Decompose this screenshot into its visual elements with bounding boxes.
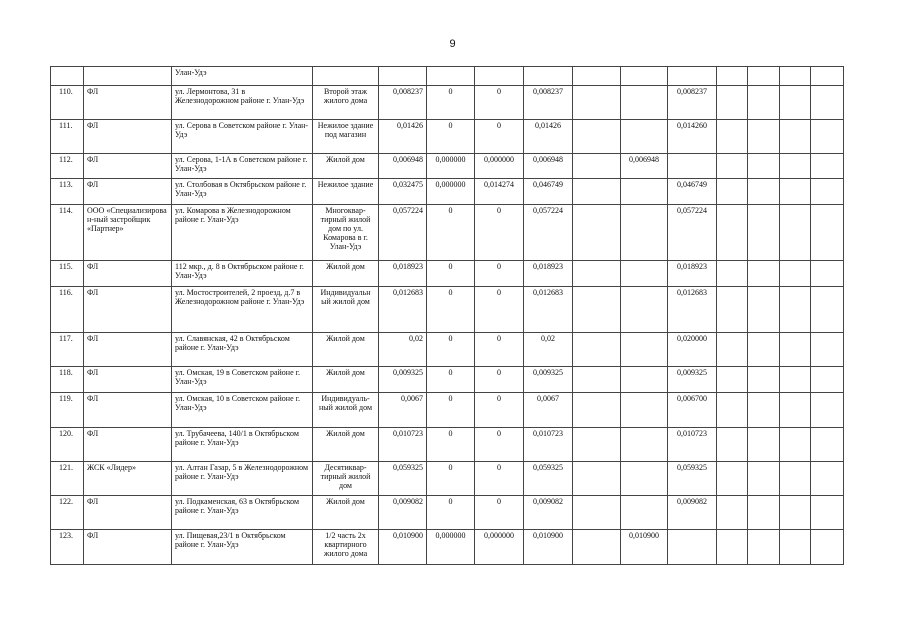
cell-empty <box>748 67 780 86</box>
cell-address: ул. Омская, 10 в Советском районе г. Улан-Удэ <box>172 393 313 428</box>
cell-empty <box>780 86 811 120</box>
cell-value-4: 0,012683 <box>524 287 573 333</box>
cell-purpose: Жилой дом <box>313 261 379 287</box>
cell-address: ул. Столбовая в Октябрьском районе г. Улан-Удэ <box>172 179 313 205</box>
cell-value-5 <box>573 496 621 530</box>
cell-value-6 <box>621 120 668 154</box>
cell-value-6 <box>621 367 668 393</box>
cell-value-1: 0,010723 <box>379 428 427 462</box>
cell-empty <box>668 67 717 86</box>
cell-empty <box>780 367 811 393</box>
cell-empty <box>748 86 780 120</box>
cell-value-7: 0,020000 <box>668 333 717 367</box>
table-row <box>51 428 844 462</box>
cell-address: ул. Комарова в Железнодорожном районе г. Улан-Удэ <box>172 205 313 261</box>
cell-value-1: 0,006948 <box>379 154 427 179</box>
cell-value-6 <box>621 205 668 261</box>
cell-value-5 <box>573 205 621 261</box>
cell-value-4: 0,018923 <box>524 261 573 287</box>
cell-value-3: 0,000000 <box>475 154 524 179</box>
cell-empty <box>780 205 811 261</box>
cell-value-6: 0,006948 <box>621 154 668 179</box>
cell-empty <box>748 367 780 393</box>
cell-value-1: 0,0067 <box>379 393 427 428</box>
cell-empty <box>748 179 780 205</box>
cell-empty <box>717 179 748 205</box>
cell-value-6: 0,010900 <box>621 530 668 565</box>
cell-value-3: 0 <box>475 428 524 462</box>
cell-value-2: 0 <box>427 120 475 154</box>
cell-no: 119. <box>51 393 84 428</box>
cell-value-6 <box>621 86 668 120</box>
cell-purpose <box>313 67 379 86</box>
cell-value-4: 0,01426 <box>524 120 573 154</box>
table-row <box>51 205 844 261</box>
cell-purpose: Десятиквар-тирный жилой дом <box>313 462 379 496</box>
cell-empty <box>780 120 811 154</box>
cell-value-7: 0,006700 <box>668 393 717 428</box>
cell-purpose: Жилой дом <box>313 428 379 462</box>
cell-empty <box>811 179 844 205</box>
cell-empty <box>811 120 844 154</box>
cell-value-2: 0 <box>427 86 475 120</box>
cell-empty <box>748 261 780 287</box>
table-row <box>51 86 844 120</box>
cell-value-1: 0,009325 <box>379 367 427 393</box>
cell-value-3: 0 <box>475 393 524 428</box>
cell-value-4: 0,008237 <box>524 86 573 120</box>
cell-empty <box>811 261 844 287</box>
cell-no: 113. <box>51 179 84 205</box>
cell-value-5 <box>573 179 621 205</box>
cell-owner: ФЛ <box>84 367 172 393</box>
cell-address: Улан-Удэ <box>172 67 313 86</box>
cell-value-3: 0 <box>475 367 524 393</box>
cell-empty <box>717 120 748 154</box>
cell-empty <box>811 496 844 530</box>
cell-empty <box>780 333 811 367</box>
cell-value-3: 0 <box>475 333 524 367</box>
cell-empty <box>811 67 844 86</box>
cell-no: 122. <box>51 496 84 530</box>
cell-no: 120. <box>51 428 84 462</box>
cell-value-6 <box>621 333 668 367</box>
cell-value-3: 0 <box>475 120 524 154</box>
cell-value-4: 0,010723 <box>524 428 573 462</box>
cell-address: ул. Лермонтова, 31 в Железнодорожном районе г. Улан-Удэ <box>172 86 313 120</box>
cell-empty <box>748 205 780 261</box>
cell-value-3: 0,000000 <box>475 530 524 565</box>
cell-no: 123. <box>51 530 84 565</box>
cell-value-5 <box>573 428 621 462</box>
cell-empty <box>717 86 748 120</box>
cell-value-1: 0,059325 <box>379 462 427 496</box>
cell-value-7: 0,010723 <box>668 428 717 462</box>
cell-value-4: 0,046749 <box>524 179 573 205</box>
cell-value-1: 0,008237 <box>379 86 427 120</box>
cell-value-5 <box>573 120 621 154</box>
cell-empty <box>717 287 748 333</box>
cell-owner: ФЛ <box>84 496 172 530</box>
cell-value-5 <box>573 393 621 428</box>
cell-empty <box>811 530 844 565</box>
cell-empty <box>811 333 844 367</box>
cell-empty <box>780 496 811 530</box>
cell-value-6 <box>621 261 668 287</box>
cell-purpose: Индивидуаль-ный жилой дом <box>313 393 379 428</box>
cell-purpose: Многоквар-тирный жилой дом по ул. Комарова в г. Улан-Удэ <box>313 205 379 261</box>
cell-empty <box>717 462 748 496</box>
cell-value-4: 0,006948 <box>524 154 573 179</box>
cell-empty <box>717 333 748 367</box>
cell-purpose: Жилой дом <box>313 496 379 530</box>
table-body <box>51 67 844 565</box>
cell-empty <box>717 428 748 462</box>
cell-value-7: 0,059325 <box>668 462 717 496</box>
cell-empty <box>748 428 780 462</box>
cell-purpose: 1/2 часть 2х квартирного жилого дома <box>313 530 379 565</box>
cell-value-6 <box>621 393 668 428</box>
cell-owner: ФЛ <box>84 261 172 287</box>
cell-address: ул. Славянская, 42 в Октябрьском районе г. Улан-Удэ <box>172 333 313 367</box>
cell-value-2: 0 <box>427 428 475 462</box>
cell-empty <box>621 67 668 86</box>
continued-row <box>51 67 844 86</box>
cell-empty <box>780 154 811 179</box>
table-row <box>51 367 844 393</box>
cell-owner: ФЛ <box>84 154 172 179</box>
cell-address: ул. Серова, 1-1А в Советском районе г. Улан-Удэ <box>172 154 313 179</box>
cell-no: 118. <box>51 367 84 393</box>
cell-address: ул. Алтан Газар, 5 в Железнодорожном районе г. Улан-Удэ <box>172 462 313 496</box>
cell-owner: ООО «Специализирова н-ный застройщик «Партнер» <box>84 205 172 261</box>
cell-purpose: Жилой дом <box>313 333 379 367</box>
cell-value-4: 0,009325 <box>524 367 573 393</box>
cell-no <box>51 67 84 86</box>
cell-empty <box>475 67 524 86</box>
cell-value-7: 0,009325 <box>668 367 717 393</box>
cell-value-4: 0,009082 <box>524 496 573 530</box>
cell-empty <box>811 462 844 496</box>
cell-address: 112 мкр., д. 8 в Октябрьском районе г. Улан-Удэ <box>172 261 313 287</box>
cell-empty <box>748 333 780 367</box>
cell-empty <box>748 393 780 428</box>
cell-value-6 <box>621 496 668 530</box>
cell-empty <box>717 393 748 428</box>
cell-no: 117. <box>51 333 84 367</box>
cell-purpose: Жилой дом <box>313 367 379 393</box>
table-row <box>51 179 844 205</box>
cell-value-5 <box>573 367 621 393</box>
cell-empty <box>811 86 844 120</box>
cell-value-5 <box>573 462 621 496</box>
cell-value-1: 0,057224 <box>379 205 427 261</box>
table-row <box>51 393 844 428</box>
cell-value-7: 0,014260 <box>668 120 717 154</box>
cell-purpose: Нежилое здание под магазин <box>313 120 379 154</box>
cell-value-2: 0,000000 <box>427 530 475 565</box>
cell-value-5 <box>573 154 621 179</box>
cell-empty <box>524 67 573 86</box>
table-row <box>51 462 844 496</box>
cell-value-2: 0 <box>427 393 475 428</box>
cell-no: 112. <box>51 154 84 179</box>
cell-value-4: 0,0067 <box>524 393 573 428</box>
cell-value-7: 0,008237 <box>668 86 717 120</box>
cell-empty <box>811 393 844 428</box>
cell-owner: ФЛ <box>84 120 172 154</box>
cell-value-3: 0 <box>475 86 524 120</box>
cell-no: 114. <box>51 205 84 261</box>
cell-value-1: 0,009082 <box>379 496 427 530</box>
cell-value-4: 0,057224 <box>524 205 573 261</box>
cell-value-7 <box>668 154 717 179</box>
cell-empty <box>748 496 780 530</box>
cell-value-2: 0 <box>427 287 475 333</box>
table-row <box>51 261 844 287</box>
cell-value-2: 0 <box>427 462 475 496</box>
cell-value-4: 0,010900 <box>524 530 573 565</box>
cell-purpose: Второй этаж жилого дома <box>313 86 379 120</box>
cell-empty <box>811 287 844 333</box>
cell-owner: ЖСК «Лидер» <box>84 462 172 496</box>
cell-empty <box>811 154 844 179</box>
cell-value-3: 0 <box>475 287 524 333</box>
cell-empty <box>717 261 748 287</box>
cell-owner: ФЛ <box>84 333 172 367</box>
cell-empty <box>717 367 748 393</box>
cell-empty <box>748 287 780 333</box>
cell-owner <box>84 67 172 86</box>
cell-purpose: Жилой дом <box>313 154 379 179</box>
cell-value-1: 0,032475 <box>379 179 427 205</box>
cell-value-1: 0,02 <box>379 333 427 367</box>
cell-value-7: 0,057224 <box>668 205 717 261</box>
cell-empty <box>427 67 475 86</box>
cell-value-3: 0 <box>475 462 524 496</box>
cell-value-5 <box>573 333 621 367</box>
cell-value-5 <box>573 287 621 333</box>
cell-empty <box>717 496 748 530</box>
cell-address: ул. Трубачеева, 140/1 в Октябрьском районе г. Улан-Удэ <box>172 428 313 462</box>
cell-purpose: Индивидуальн ый жилой дом <box>313 287 379 333</box>
cell-owner: ФЛ <box>84 86 172 120</box>
cell-empty <box>748 154 780 179</box>
cell-empty <box>780 530 811 565</box>
cell-value-2: 0 <box>427 367 475 393</box>
cell-owner: ФЛ <box>84 287 172 333</box>
cell-value-7: 0,009082 <box>668 496 717 530</box>
cell-value-5 <box>573 86 621 120</box>
cell-empty <box>780 393 811 428</box>
cell-empty <box>748 530 780 565</box>
cell-address: ул. Мостостроителей, 2 проезд, д.7 в Железнодорожном районе г. Улан-Удэ <box>172 287 313 333</box>
table-row <box>51 120 844 154</box>
cell-value-4: 0,059325 <box>524 462 573 496</box>
cell-value-2: 0,000000 <box>427 154 475 179</box>
cell-value-1: 0,012683 <box>379 287 427 333</box>
cell-no: 115. <box>51 261 84 287</box>
cell-empty <box>780 428 811 462</box>
cell-value-3: 0 <box>475 205 524 261</box>
table-row <box>51 333 844 367</box>
cell-value-6 <box>621 287 668 333</box>
cell-value-3: 0 <box>475 496 524 530</box>
cell-empty <box>573 67 621 86</box>
table-row <box>51 496 844 530</box>
cell-address: ул. Омская, 19 в Советском районе г. Улан-Удэ <box>172 367 313 393</box>
table-row <box>51 154 844 179</box>
cell-value-2: 0 <box>427 496 475 530</box>
cell-value-6 <box>621 179 668 205</box>
cell-value-2: 0 <box>427 261 475 287</box>
cell-owner: ФЛ <box>84 393 172 428</box>
cell-value-6 <box>621 428 668 462</box>
cell-value-6 <box>621 462 668 496</box>
cell-value-1: 0,01426 <box>379 120 427 154</box>
cell-empty <box>717 205 748 261</box>
cell-owner: ФЛ <box>84 530 172 565</box>
cell-value-7: 0,046749 <box>668 179 717 205</box>
cell-value-4: 0,02 <box>524 333 573 367</box>
cell-value-7: 0,012683 <box>668 287 717 333</box>
cell-empty <box>748 462 780 496</box>
cell-empty <box>811 367 844 393</box>
cell-empty <box>780 462 811 496</box>
cell-empty <box>717 67 748 86</box>
cell-empty <box>780 179 811 205</box>
cell-value-1: 0,010900 <box>379 530 427 565</box>
data-table <box>50 66 844 565</box>
cell-address: ул. Пищевая,23/1 в Октябрьском районе г. Улан-Удэ <box>172 530 313 565</box>
cell-address: ул. Серова в Советском районе г. Улан-Удэ <box>172 120 313 154</box>
cell-empty <box>811 428 844 462</box>
cell-value-3: 0 <box>475 261 524 287</box>
cell-empty <box>780 67 811 86</box>
cell-value-5 <box>573 261 621 287</box>
cell-owner: ФЛ <box>84 428 172 462</box>
cell-no: 121. <box>51 462 84 496</box>
cell-value-2: 0,000000 <box>427 179 475 205</box>
cell-empty <box>717 530 748 565</box>
cell-owner: ФЛ <box>84 179 172 205</box>
cell-no: 116. <box>51 287 84 333</box>
page-number: 9 <box>449 38 456 50</box>
table-row <box>51 530 844 565</box>
cell-value-1: 0,018923 <box>379 261 427 287</box>
cell-empty <box>717 154 748 179</box>
cell-empty <box>748 120 780 154</box>
cell-address: ул. Подкаменская, 63 в Октябрьском районе г. Улан-Удэ <box>172 496 313 530</box>
cell-value-2: 0 <box>427 205 475 261</box>
cell-no: 110. <box>51 86 84 120</box>
cell-empty <box>811 205 844 261</box>
cell-value-2: 0 <box>427 333 475 367</box>
cell-empty <box>379 67 427 86</box>
cell-value-3: 0,014274 <box>475 179 524 205</box>
cell-empty <box>780 261 811 287</box>
cell-empty <box>780 287 811 333</box>
cell-value-7: 0,018923 <box>668 261 717 287</box>
cell-purpose: Нежилое здание <box>313 179 379 205</box>
cell-no: 111. <box>51 120 84 154</box>
cell-value-7 <box>668 530 717 565</box>
table-row <box>51 287 844 333</box>
cell-value-5 <box>573 530 621 565</box>
